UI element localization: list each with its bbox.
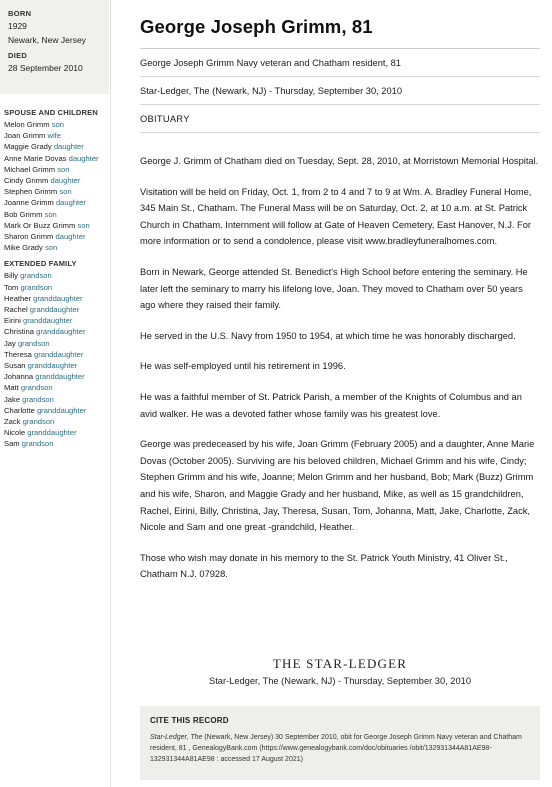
obituary-paragraph: He was a faithful member of St. Patrick Parish, a member of the Knights of Columbus and an avid walker. He was a devoted father whose family was his greatest love. (140, 391, 522, 419)
relative-name[interactable]: Maggie Grady (4, 142, 52, 152)
relative-relation: daughter (55, 198, 86, 208)
relative-relation: granddaughter (33, 293, 83, 303)
relative-item[interactable] (0, 371, 109, 382)
sidebar (0, 0, 109, 787)
page-title: George Joseph Grimm, 81 (140, 16, 373, 37)
relative-item[interactable] (0, 231, 109, 242)
obituary-paragraph: Born in Newark, George attended St. Benedict's High School before entering the seminary. He later left the seminary to marry his lifelong love, Joan. They moved to Chatham over 50 years ago where they raised their family. (140, 266, 528, 311)
relative-name[interactable]: Johanna (4, 372, 34, 382)
relative-relation: granddaughter (23, 316, 73, 326)
relative-name[interactable]: Melon Grimm (4, 120, 50, 129)
relative-item[interactable] (0, 175, 109, 186)
obituary-text (140, 153, 540, 583)
relative-name[interactable]: Sam (4, 439, 20, 449)
cite-paper-name: Star-Ledger, The (150, 734, 203, 741)
relative-item[interactable] (0, 360, 109, 371)
vital-info-box (0, 0, 109, 94)
obituary-paragraph: He was self-employed until his retirement in 1996. (140, 361, 346, 372)
relative-relation: grandson (20, 271, 52, 281)
relative-name[interactable]: Heather (4, 293, 32, 303)
relative-relation: daughter (68, 153, 99, 163)
relative-item[interactable] (0, 186, 109, 197)
relative-item[interactable] (0, 338, 109, 349)
relative-item[interactable] (0, 315, 109, 326)
relative-name[interactable]: Jake (4, 394, 21, 404)
relative-item[interactable] (0, 304, 109, 315)
relative-name[interactable]: Joan Grimm (4, 131, 46, 141)
relative-name[interactable]: Sharon Grimm (4, 232, 54, 242)
relative-item[interactable] (0, 326, 109, 337)
relative-name[interactable]: Michael Grimm (4, 164, 56, 174)
obituary-paragraph: He served in the U.S. Navy from 1950 to 1954, at which time he was honorably discharged. (140, 330, 516, 341)
cite-record-box (140, 706, 540, 780)
relative-item[interactable] (0, 416, 109, 427)
relative-name[interactable]: Susan (4, 361, 26, 371)
obituary-paragraph: George J. Grimm of Chatham died on Tuesday, Sept. 28, 2010, at Morristown Memorial Hospital. (140, 156, 539, 166)
relative-item[interactable] (0, 209, 109, 220)
relative-relation: son (77, 220, 90, 230)
relative-relation: son (51, 120, 64, 129)
relative-name[interactable]: Joanne Grimm (4, 198, 54, 208)
relative-item[interactable] (0, 153, 109, 164)
extended-family-list (0, 270, 109, 449)
relative-item[interactable] (0, 382, 109, 393)
relative-name[interactable]: Christina (4, 327, 34, 337)
newspaper-name: THE STAR-LEDGER (272, 656, 408, 671)
relative-relation: daughter (55, 232, 86, 242)
relative-name[interactable]: Tom (4, 282, 19, 292)
died-date: 28 September 2010 (8, 63, 83, 73)
relative-item[interactable] (0, 164, 109, 175)
relative-relation: wife (47, 131, 61, 141)
cite-text: (Newark, New Jersey) 30 September 2010, obit for George Joseph Grimm Navy veteran and Chatham resident, 81 , GenealogyBank.com (https://www.genealogybank.com/doc/obituaries /obit/132931344A81AE98-132931344A81AE98 : accessed 17 August 2021) (150, 734, 522, 764)
born-place: Newark, New Jersey (8, 35, 86, 45)
relative-item[interactable] (0, 394, 109, 405)
relative-name[interactable]: Bob Grimm (4, 209, 43, 219)
relative-relation: grandson (21, 439, 54, 449)
relative-item[interactable] (0, 197, 109, 208)
relative-item[interactable] (0, 270, 109, 281)
relative-relation: grandson (17, 338, 50, 348)
sidebar-divider (110, 0, 111, 787)
main-content (140, 0, 540, 583)
relative-name[interactable]: Theresa (4, 349, 32, 359)
relative-relation: daughter (50, 176, 81, 186)
relative-relation: son (57, 164, 70, 174)
cite-title: CITE THIS RECORD (150, 716, 229, 725)
relative-item[interactable] (0, 220, 109, 231)
relative-name[interactable]: Billy (4, 271, 18, 281)
relative-name[interactable]: Eirini (4, 316, 21, 326)
relative-item[interactable] (0, 130, 109, 141)
relative-relation: grandson (20, 282, 53, 292)
relative-item[interactable] (0, 349, 109, 360)
newspaper-source (140, 656, 540, 686)
relative-name[interactable]: Mike Grady (4, 243, 43, 253)
relative-relation: granddaughter (33, 349, 84, 359)
newspaper-sub: Star-Ledger, The (Newark, NJ) - Thursday, September 30, 2010 (209, 676, 471, 686)
cite-body (150, 732, 530, 766)
relative-name[interactable]: Rachel (4, 305, 28, 315)
obituary-label: OBITUARY (140, 105, 540, 133)
spouse-children-title: SPOUSE AND CHILDREN (4, 108, 98, 117)
relative-item[interactable] (0, 119, 109, 130)
obit-subtitle: George Joseph Grimm Navy veteran and Chatham resident, 81 (140, 49, 540, 77)
relative-relation: grandson (20, 383, 53, 393)
source-line: Star-Ledger, The (Newark, NJ) - Thursday, September 30, 2010 (140, 77, 540, 105)
extended-family-title: EXTENDED FAMILY (4, 259, 77, 269)
relative-relation: granddaughter (29, 305, 80, 315)
relative-relation: granddaughter (27, 361, 78, 371)
relative-item[interactable] (0, 242, 109, 253)
relative-name[interactable]: Mark Or Buzz Grimm (4, 220, 76, 230)
relative-item[interactable] (0, 293, 109, 304)
relative-relation: son (59, 187, 72, 197)
died-label: DIED (8, 51, 28, 60)
relative-item[interactable] (0, 427, 109, 438)
relative-relation: granddaughter (35, 372, 85, 382)
relative-item[interactable] (0, 141, 109, 152)
relative-relation: grandson (22, 417, 55, 427)
relative-name[interactable]: Cindy Grimm (4, 176, 49, 186)
relative-name[interactable]: Zack (4, 417, 21, 427)
relative-item[interactable] (0, 282, 109, 293)
relative-relation: son (44, 209, 57, 219)
relative-relation: son (44, 243, 58, 253)
obituary-paragraph: Visitation will be held on Friday, Oct. 1, from 2 to 4 and 7 to 9 at Wm. A. Bradley Funeral Home, 345 Main St., Chatham. The Funeral Mass will be on Saturday, Oct. 2, at 10 a.m. at St. Patrick Church in Chatham. Internment will follow at Gate of Heaven Cemetery, East Hanover, N.J. For more information or to send a condolence, please visit www.bradleyfuneralhomes.com. (140, 186, 532, 247)
born-year: 1929 (8, 21, 27, 31)
relative-item[interactable] (0, 405, 109, 416)
relative-relation: daughter (53, 142, 84, 152)
relative-name[interactable]: Stephen Grimm (4, 187, 58, 197)
relative-name[interactable]: Nicole (4, 428, 26, 438)
relative-relation: granddaughter (36, 405, 87, 415)
relative-name[interactable]: Matt (4, 383, 19, 393)
born-label: BORN (8, 9, 32, 18)
relative-relation: grandson (22, 394, 54, 404)
relative-name[interactable]: Anne Marie Dovas (4, 153, 67, 163)
relative-item[interactable] (0, 438, 109, 449)
relative-name[interactable]: Charlotte (4, 405, 35, 415)
obituary-paragraph: Those who wish may donate in his memory to the St. Patrick Youth Ministry, 41 Oliver St., Chatham N.J. 07928. (140, 552, 508, 580)
obituary-paragraph: George was predeceased by his wife, Joan Grimm (February 2005) and a daughter, Anne Marie Dovas (October 2005). Surviving are his beloved children, Michael Grimm and his wife, Cindy; Stephen Grimm and his wife, Joanne; Melon Grimm and her husband, Bob; Mark (Buzz) Grimm and his wife, Sharon, and Maggie Grady and her husband, Mike, as well as 15 grandchildren, Rachel, Eirini, Billy, Christina, Jay, Theresa, Susan, Tom, Johanna, Matt, Jake, Charlotte, Zack, Nicole and Sam and one great -grandchild, Heather. (140, 439, 535, 533)
relative-relation: granddaughter (36, 327, 86, 337)
relative-relation: granddaughter (27, 428, 77, 438)
spouse-children-list (0, 119, 109, 253)
relative-name[interactable]: Jay (4, 338, 16, 348)
